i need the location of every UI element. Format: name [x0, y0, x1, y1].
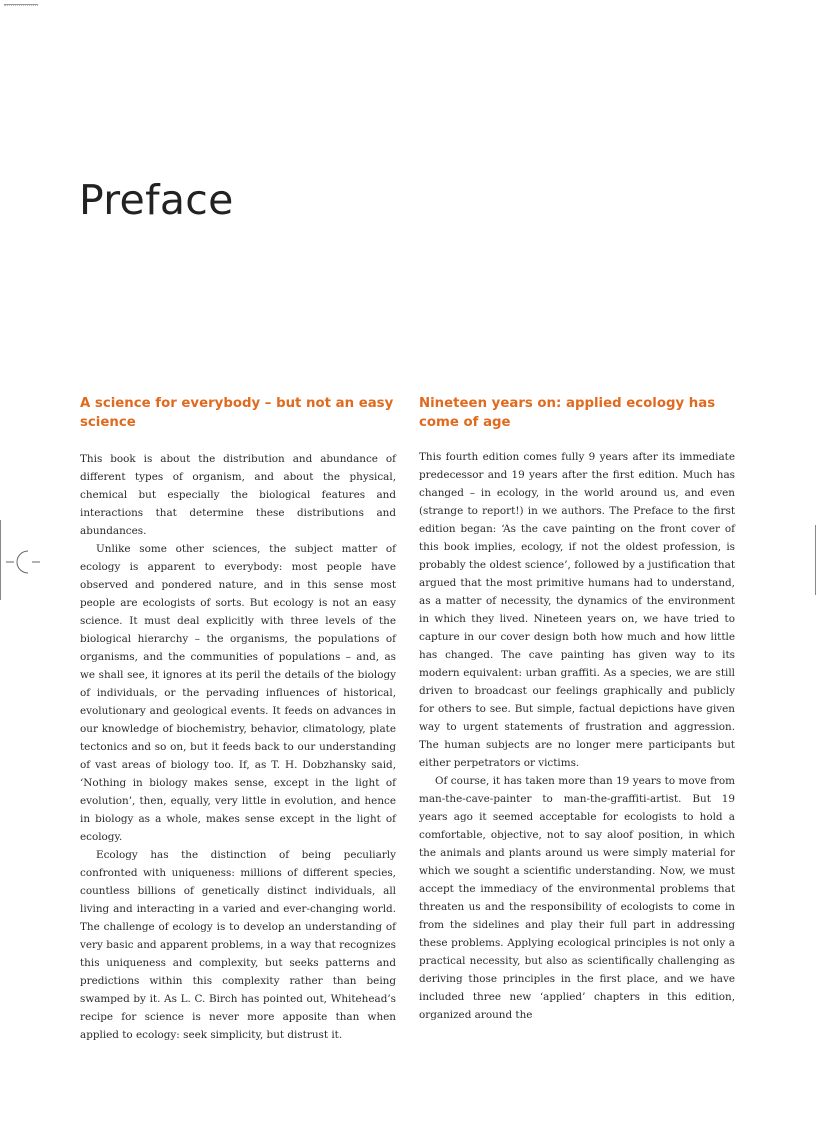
section-nineteen-years-on [419, 394, 735, 1024]
crop-mark-top [4, 4, 38, 6]
paragraph: This fourth edition comes fully 9 years after its immediate predecessor and 19 years after the first edition. Much has changed – in ecology, in the world around us, and even (strange to report!) in we authors. The Preface to the first edition began: ‘As the cave painting on the front cover of this book implies, ecology, if not the oldest profession, is probably the oldest science’, followed by a justification that argued that the most primitive humans had to understand, as a matter of necessity, the dynamics of the environment in which they lived. Nineteen years on, we have tried to capture in our cover design both how much and how little has changed. The cave painting has given way to its modern equivalent: urban graffiti. As a species, we are still driven to broadcast our feelings graphically and publicly for others to see. But simple, factual depictions have given way to urgent statements of frustration and aggression. The human subjects are no longer mere participants but either perpetrators or victims. [419, 451, 735, 769]
margin-rule-left [0, 520, 1, 600]
paragraph: This book is about the distribution and abundance of different types of organism, and about the physical, chemical but especially the biological features and interactions that determine these distributions and abundances. [80, 453, 396, 537]
paragraph: Unlike some other sciences, the subject matter of ecology is apparent to everybody: most people have observed and pondered nature, and in this sense most people are ecologists of sorts. But ecology is not an easy science. It must deal explicitly with three levels of the biological hierarchy – the organisms, the populations of organisms, and the communities of populations – and, as we shall see, it ignores at its peril the details of the biology of individuals, or the pervading influences of historical, evolutionary and geological events. It feeds on advances in our knowledge of biochemistry, behavior, climatology, plate tectonics and so on, but it feeds back to our understanding of vast areas of biology too. If, as T. H. Dobzhansky said, ‘Nothing in biology makes sense, except in the light of evolution’, then, equally, very little in evolution, and hence in biology as a whole, makes sense except in the light of ecology. [80, 543, 396, 843]
section-science-for-everybody [80, 394, 396, 1044]
paragraph: Ecology has the distinction of being peculiarly confronted with uniqueness: millions of different species, countless billions of genetically distinct individuals, all living and interacting in a varied and ever-changing world. The challenge of ecology is to develop an understanding of very basic and apparent problems, in a way that recognizes this uniqueness and complexity, but seeks patterns and predictions within this complexity rather than being swamped by it. As L. C. Birch has pointed out, Whitehead’s recipe for science is never more apposite than when applied to ecology: seek simplicity, but distrust it. [80, 849, 396, 1041]
registration-mark-icon [6, 548, 40, 576]
section-heading: Nineteen years on: applied ecology has come of age [419, 396, 716, 430]
section-heading: A science for everybody – but not an easy science [80, 396, 394, 430]
page-title: Preface [79, 176, 234, 224]
paragraph: Of course, it has taken more than 19 years to move from man-the-cave-painter to man-the-graffiti-artist. But 19 years ago it seemed acceptable for ecologists to hold a comfortable, objective, not to say aloof position, in which the animals and plants around us were simply material for which we sought a scientific understanding. Now, we must accept the immediacy of the environmental problems that threaten us and the responsibility of ecologists to come in from the sidelines and play their full part in addressing these problems. Applying ecological principles is not only a practical necessity, but also as scientifically challenging as deriving those principles in the first place, and we have included three new ‘applied’ chapters in this edition, organized around the [419, 775, 735, 1021]
